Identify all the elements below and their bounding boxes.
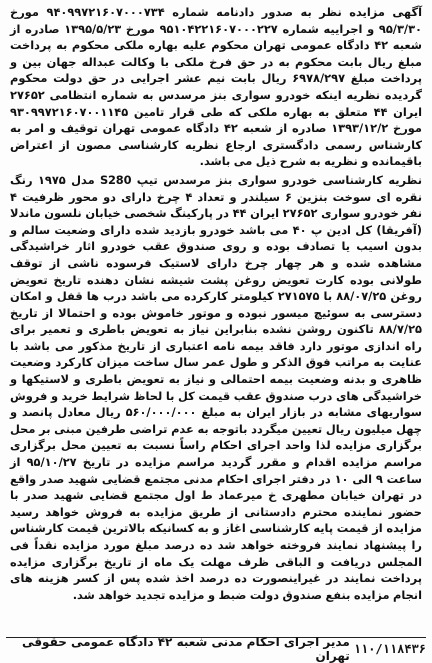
footer-notice-code: ۱۱۰/۱۱۸۴۳۶ [353,642,426,656]
notice-footer [6,635,426,663]
notice-paragraph-expert-opinion: نظریه کارشناسی خودرو سواری بنز مرسدس تیپ S280 مدل ۱۹۷۵ رنگ نقره ای سوخت بنزین ۶ سیلندر و تعداد ۴ چرخ دارای دو محور ظرفیت ۴ نفر خودرو سواری ۲۷۶۵۲ ایران ۴۴ در پارکینگ شخصی خیابان نلسون ماندلا (آفریقا) کل ادین پ ۴۰ می باشد خودرو بازدید شده دارای وضعیت سالم و بدون اسیب یا تصادف بوده و روی صندوق عقب خودرو اثار خراشیدگی مشاهده شده و هر چهار چرخ دارای لاستیک فرسوده ناشی از توقف طولانی بوده کارت تعویض روغن پشت شیشه نشان دهنده تاریخ تعویض روغن ۸۸/۰۷/۲۵ با ۲۷۱۵۷۵ کیلومتر کارکرده می باشد درب ها قفل و امکان دسترسی به سوئیچ میسور نبوده و موتور خاموش بوده و احتمالا از تاریخ ۸۸/۷/۲۵ تاکنون روشن نشده بنابراین نیاز به تعویض باطری و تعمیر برای راه اندازی موتور دارد فاقد بیمه نامه اعتباری از تاریخ مذکور می باشد با عنایت به مراتب فوق الذکر و طول عمر سال ساخت میزان کارکرد وضعیت ظاهری و بدنه وضعیت بیمه احتمالی و نیاز به تعویض باطری و لاستیکها و خراشیدگی های درب صندوق عقب قیمت کل با لحاظ شرایط خرید و فروش سواریهای مشابه در بازار ایران به مبلغ ۵۶۰/۰۰۰/۰۰۰ ریال معادل پانصد و چهل میلیون ریال تعیین میگردد باتوجه به عدم تراضی طرفین مبنی بر محل برگزاری مزایده لذا واحد اجرای احکام راساً نسبت به تعیین محل برگزاری مراسم مزایده اقدام و مقرر گردید مراسم مزایده در تاریخ ۹۵/۱۰/۲۷ از ساعت ۹ الی ۱۰ در دفتر اجرای احکام مدنی مجتمع قضایی شهید صدر واقع در تهران خیابان مطهری خ میرعماد ط اول مجتمع قضایی شهید صدر با حضور نماینده محترم دادستانی از طریق مزایده به فروش خواهد رسید مزایده از قیمت پایه کارشناسی اغاز و به کسانیکه بالاترین قیمت کارشناس را پیشنهاد نمایند فروخته خواهد شد ده درصد مبلغ مورد مزایده نقداً فی المجلس دریافت و الباقی ظرف مهلت یک ماه از تاریخ برگزاری مزایده پرداخت نمایند در غیراینصورت ده درصد اخذ شده پس از کسر هزینه های انجام مزایده بنفع صندوق دولت ضبط و مزایده تجدید خواهد شد. [10,172,423,602]
footer-signature-title: مدیر اجرای احکام مدنی شعبه ۴۲ دادگاه عمومی حقوقی تهران [22,635,350,663]
notice-paragraph-intro: آگهی مزایده نظر به صدور دادنامه شماره ۹۴۰۹۹۷۲۱۶۰۷۰۰۰۷۳۴ مورخ ۹۵/۳/۳۰ و اجراییه شماره ۹۵۱۰۴۲۲۱۶۰۷۰۰۰۲۲۷ مورخ ۱۳۹۵/۵/۲۳ صادره از شعبه ۴۲ دادگاه عمومی تهران محکوم علیه بهاره ملکی محکوم به پرداخت مبلغ ریال بابت محکوم به در حق فرخ ملکی با وکالت عبداله جهان بین و پرداخت مبلغ ۶۹۷۸/۲۹۷ ریال بابت نیم عشر اجرایی در حق دولت محکوم گردیده نظریه اینکه خودرو سواری بنز مرسدس به شماره انتظامی ۲۷۶۵۲ ایران ۴۴ متعلق به بهاره ملکی که طی قرار تامین ۹۳۰۹۹۷۲۱۶۰۷۰۰۱۱۴۵ مورخ ۱۳۹۳/۱۲/۲ صادره از شعبه ۴۲ دادگاه عمومی تهران توقیف و امر به کارشناس رسمی دادگستری ارجاع نظریه کارشناسی مصون از اعتراض باقیمانده و نظریه به شرح ذیل می باشد. [10,5,423,169]
